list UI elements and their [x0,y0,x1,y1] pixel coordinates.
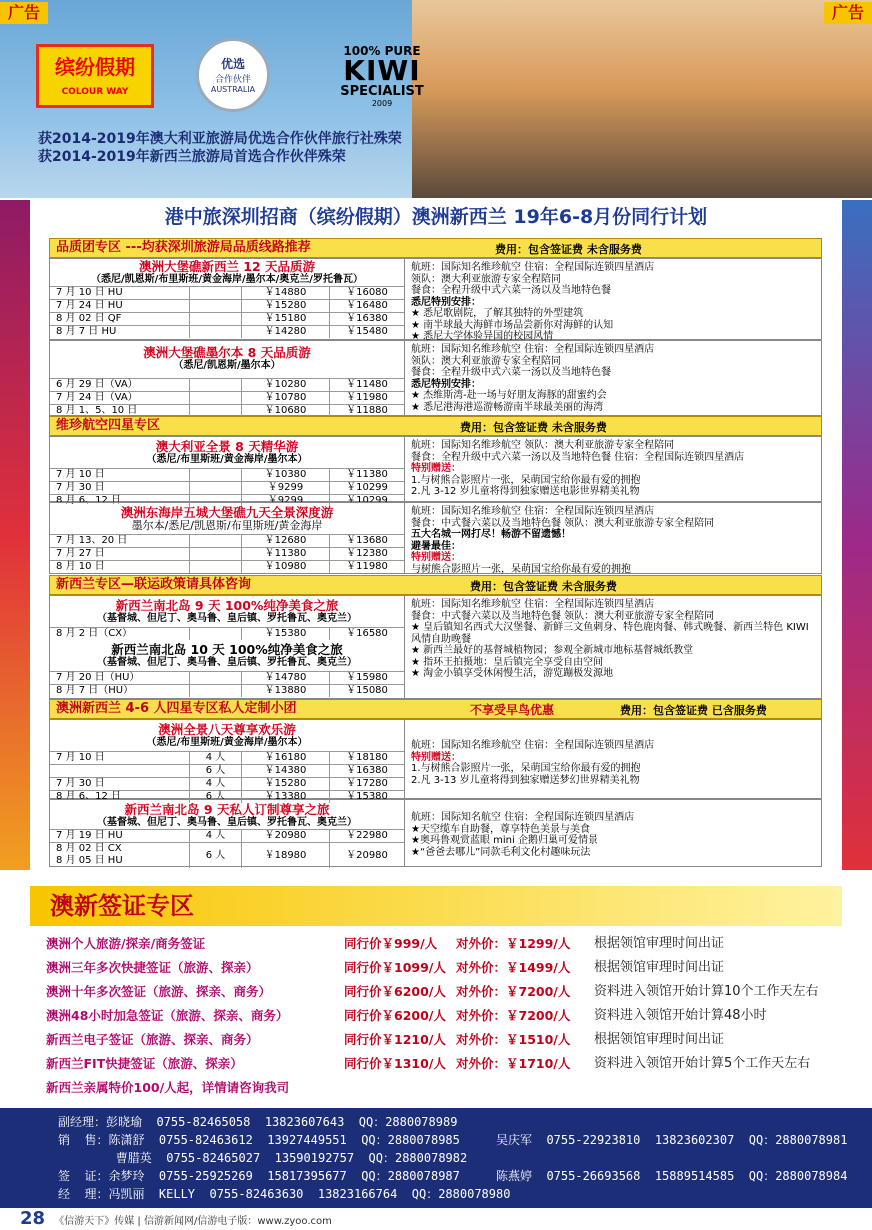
award-line-1: 获2014-2019年澳大利亚旅游局优选合作伙伴旅行社殊荣 [38,131,402,147]
section-fee: 费用：包含签证费 未含服务费 [460,421,607,434]
header-banner [0,0,872,198]
product-route: （基督城、但尼丁、奥马鲁、皇后镇、罗托鲁瓦、奥克兰） [97,613,357,624]
product-info: 航班：国际知名维珍航空 住宿：全程国际连锁四星酒店 餐食：中式餐六菜以及当地特色餐 领队：澳大利亚旅游专家全程陪同 五大名城一网打尽！畅游不留遗憾！ 避暑最佳： 特别赠送： 与树熊合影照片一张，呆萌国宝给你最有爱的拥抱 [411,506,715,575]
visa-row: 澳洲48小时加急签证（旅游、探亲、商务） 同行价￥6200/人 对外价：￥7200/人 资料进入领馆开始计算48小时 [46,1008,767,1023]
table-row: 6 人 ￥14380 ￥16380 [50,764,404,777]
product-route: （悉尼/布里斯班/黄金海岸/墨尔本） [146,454,308,465]
product-block [49,502,822,574]
table-row: 8 月 7 日 HU ￥14280 ￥15480 [50,325,404,338]
visa-row: 澳洲个人旅游/探亲/商务签证 同行价￥999/人 对外价：￥1299/人 根据领馆审理时间出证 [46,936,725,951]
product-info: 航班：国际知名维珍航空 领队：澳大利亚旅游专家全程陪同 餐食：全程升级中式六菜一汤以及当地特色餐 住宿：全程国际连锁四星酒店 特别赠送： 1.与树熊合影照片一张，呆萌国宝给你最有爱的拥抱 2.凡 3-12 岁儿童将得到独家赠送电影世界精美礼物 [411,440,745,497]
product-block [49,258,822,340]
section-quality [49,238,822,258]
table-row: 7 月 30 日 4 人 ￥15280 ￥17280 [50,777,404,790]
product-info: 航班：国际知名维珍航空 住宿：全程国际连锁四星酒店 领队：澳大利亚旅游专家全程陪同 餐食：全程升级中式六菜一汤以及当地特色餐 悉尼特别安排： ★ 悉尼歌剧院，了解其独特的外型建筑 ★ 南半球最大海鲜市场品尝新你对海鲜的认知 ★ 悉尼大学体验异国的校园风情 [411,262,655,342]
table-row: 7 月 10 日 HU ￥14880 ￥16080 [50,286,404,299]
table-row: 7 月 19 日 HU 4 人 ￥20980 ￥22980 [50,829,404,842]
product-info: 航班：国际知名维珍航空 住宿：全程国际连锁四星酒店 领队：澳大利亚旅游专家全程陪同 餐食：全程升级中式六菜一汤以及当地特色餐 悉尼特别安排： ★ 杰维斯湾-赴一场与好朋友海豚的甜蜜约会 ★ 悉尼港海港巡游畅游南半球最美丽的海湾 [411,344,655,413]
product-title: 新西兰南北岛 9 天 100%纯净美食之旅 [115,598,339,613]
kiwi-line2: KIWI [343,54,421,87]
table-row: 8 月 6、12 日 6 人 ￥13380 ￥15380 [50,790,404,803]
product-title: 澳洲东海岸五城大堡礁九天全景深度游 [120,505,334,520]
australia-partner-logo [196,38,270,112]
product-block [49,340,822,416]
visa-row: 澳洲三年多次快捷签证（旅游、探亲） 同行价￥1099/人 对外价：￥1499/人 根据领馆审理时间出证 [46,960,725,975]
product-title: 澳大利亚全景 8 天精华游 [155,439,299,454]
section-virgin [49,416,822,436]
page-title: 港中旅深圳招商（缤纷假期）澳洲新西兰 19年6-8月份同行计划 [164,206,708,228]
visa-title: 澳新签证专区 [30,886,842,926]
table-row: 8 月 1、5、10 日 ￥10680 ￥11880 [50,404,404,417]
product-info: 航班：国际知名维珍航空 住宿：全程国际连锁四星酒店 特别赠送： 1.与树熊合影照片一张，呆萌国宝给你最有爱的拥抱 2.凡 3-13 岁儿童将得到独家赠送梦幻世界精美礼物 [411,740,655,786]
table-row: 7 月 27 日 ￥11380 ￥12380 [50,547,404,560]
table-row: 8 月 10 日 ￥10980 ￥11980 [50,560,404,573]
section-private [49,699,822,719]
table-row: 7 月 10 日 4 人 ￥16180 ￥18180 [50,751,404,764]
itinerary-board [40,198,832,870]
ad-tag-left: 广告 [0,2,48,24]
kiwi-line1: 100% PURE [343,44,421,58]
product-block [49,799,822,867]
table-row: 8 月 02 日 CX 8 月 05 日 HU 6 人 ￥18980 ￥20980 [50,842,404,868]
product-info: 航班：国际知名航空 住宿：全程国际连锁四星酒店 ★天空缆车自助餐，尊享特色美景与美食 ★奥玛鲁观赏蓝眼 mini 企鹅归巢可爱情景 ★“爸爸去哪儿”同款毛利文化村趣味玩法 [411,812,635,858]
section-label: 新西兰专区—联运政策请具体咨询 [56,577,252,592]
table-row: 6 月 29 日（VA） ￥10280 ￥11480 [50,378,404,391]
kiwi-specialist-logo [330,44,434,106]
table-row: 7 月 10 日 ￥10380 ￥11380 [50,468,404,481]
section-label: 澳洲新西兰 4-6 人四星专区私人定制小团 [56,701,297,716]
section-label: 品质团专区 ---均获深圳旅游局品质线路推荐 [56,240,311,255]
product-title: 澳洲大堡礁新西兰 12 天品质游 [138,259,316,274]
product-title: 澳洲全景八天尊享欢乐游 [158,722,296,737]
section-label: 维珍航空四星专区 [56,418,161,433]
product-title: 新西兰南北岛 9 天私人订制尊享之旅 [124,802,330,817]
contact-row: 副经理：彭晓瑜 0755-82465058 13823607643 QQ：2880078989 [58,1115,458,1129]
table-row: 7 月 20 日（HU） ￥14780 ￥15980 [50,671,404,684]
kiwi-year: 2009 [371,99,393,108]
page-footer [0,1208,872,1230]
contact-row: 销 售：陈潇舒 0755-82463612 13927449551 QQ：2880078985 吴庆军 0755-22923810 13823602307 QQ：2880078981 [58,1133,848,1147]
product-route: （基督城、但尼丁、奥马鲁、皇后镇、罗托鲁瓦、奥克兰） [97,817,357,828]
visa-footer-note: 新西兰亲属特价100/人起，详情请咨询我司 [46,1080,290,1095]
product-info: 航班：国际知名维珍航空 住宿：全程国际连锁四星酒店 餐食：中式餐六菜以及当地特色餐 领队：澳大利亚旅游专家全程陪同 ★ 皇后镇知名西式大汉堡餐、新鲜三文鱼刺身、特色鹿肉餐、韩式晚餐、新西兰特色 KIWI 风情自助晚餐 ★ 新西兰最好的基督城植物园；参观全新城市地标基督城纸教堂 ★ 指环王拍摄地：皇后镇完全享受自由空间 ★ 淘金小镇享受休闲慢生活，游览蹦极发源地 [411,599,809,679]
ad-tag-right: 广告 [824,2,872,24]
logo-cn-text: 缤纷假期 [55,55,135,79]
visa-frame [30,886,842,1108]
kiwi-line3: SPECIALIST [340,84,424,99]
logo-en-text: COLOUR WAY [61,87,129,97]
left-deco-strip [0,200,30,870]
table-row: 7 月 13、20 日 ￥12680 ￥13680 [50,534,404,547]
colourway-logo [36,44,154,108]
product-route: （悉尼/布里斯班/黄金海岸/墨尔本） [146,737,308,748]
product-route: （基督城、但尼丁、奥马鲁、皇后镇、罗托鲁瓦、奥克兰） [97,657,357,668]
award-line-2: 获2014-2019年新西兰旅游局首选合作伙伴殊荣 [38,149,346,165]
contact-row: 经 理：冯凯丽 KELLY 0755-82463630 13823166764 QQ：2880078980 [58,1187,511,1201]
table-row: 8 月 7 日（HU） ￥13880 ￥15080 [50,684,404,697]
table-row: 8 月 2 日（CX） ￥15380 ￥16580 [50,627,404,640]
table-row: 7 月 30 日 ￥9299 ￥10299 [50,481,404,494]
aus-logo-en: AUSTRALIA [210,85,256,94]
product-title: 新西兰南北岛 10 天 100%纯净美食之旅 [111,642,343,657]
product-route: （悉尼/凯恩斯/布里斯班/黄金海岸/墨尔本/奥克兰/罗托鲁瓦） [91,274,363,285]
product-title: 澳洲大堡礁墨尔本 8 天品质游 [143,345,311,360]
product-block [49,436,822,506]
aus-logo-sub: 合作伙伴 [214,75,251,85]
section-mid: 不享受早鸟优惠 [470,703,555,717]
product-block [49,595,822,699]
section-nz [49,575,822,595]
visa-row: 新西兰电子签证（旅游、探亲、商务） 同行价￥1210/人 对外价：￥1510/人 根据领馆审理时间出证 [46,1032,725,1047]
section-fee: 费用：包含签证费 未含服务费 [495,243,642,256]
product-route: （悉尼/凯恩斯/墨尔本） [173,360,281,371]
page-number: 28 [20,1208,46,1229]
table-row: 8 月 02 日 QF ￥15180 ￥16380 [50,312,404,325]
table-row: 8 月 6、12 日 ￥9299 ￥10299 [50,494,404,507]
right-deco-strip [842,200,872,870]
aus-logo-title: 优选 [220,57,245,71]
section-fee: 费用：包含签证费 未含服务费 [470,580,617,593]
table-row: 7 月 24 日（VA） ￥10780 ￥11980 [50,391,404,404]
visa-row: 新西兰FIT快捷签证（旅游、探亲） 同行价￥1310/人 对外价：￥1710/人 资料进入领馆开始计算5个工作天左右 [46,1056,811,1071]
product-block [49,719,822,802]
footer-text: 《信游天下》传媒 | 信游新闻网/信游电子版：www.zyoo.com [54,1216,332,1227]
visa-section [0,870,872,1108]
sailing-photo [412,0,872,198]
visa-row: 澳洲十年多次签证（旅游、探亲、商务） 同行价￥6200/人 对外价：￥7200/人 资料进入领馆开始计算10个工作天左右 [46,984,819,999]
table-row: 7 月 24 日 HU ￥15280 ￥16480 [50,299,404,312]
contact-row: 曹腊英 0755-82465027 13590192757 QQ：2880078982 [58,1151,468,1165]
contact-row: 签 证：余梦玲 0755-25925269 15817395677 QQ：2880078987 陈燕婷 0755-26693568 15889514585 QQ：2880078984 [58,1169,848,1183]
product-route: 墨尔本/悉尼/凯恩斯/布里斯班/黄金海岸 [131,519,323,532]
section-fee: 费用：包含签证费 已含服务费 [620,704,767,717]
contact-panel [0,1108,872,1208]
